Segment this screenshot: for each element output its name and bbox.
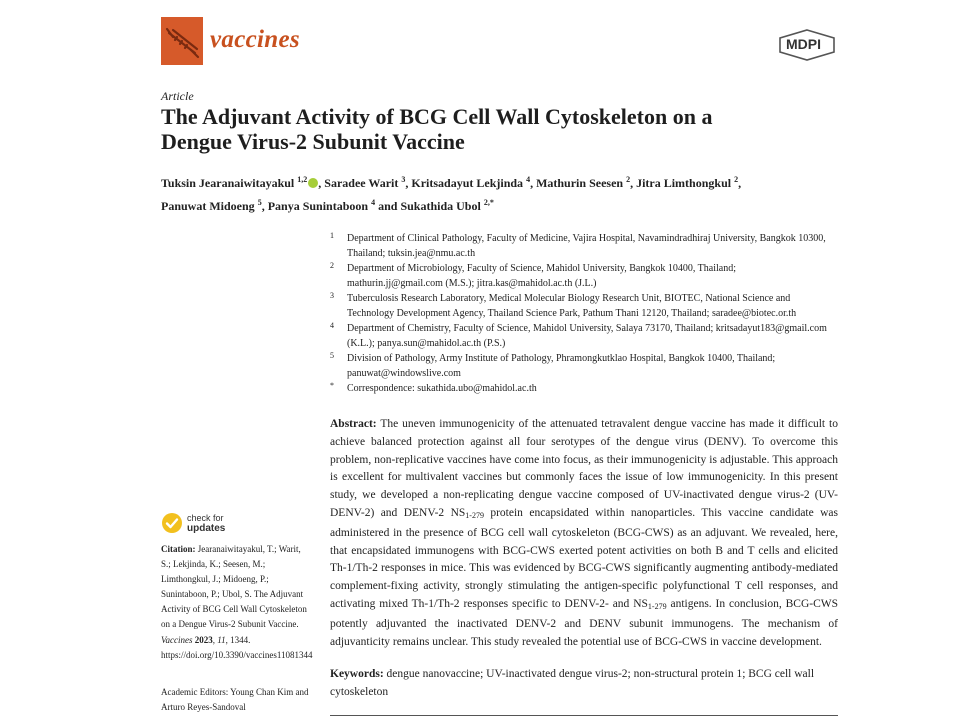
affiliation-text: Tuberculosis Research Laboratory, Medical Molecular Biology Research Unit, BIOTEC, National Science and Technology Development Agency, Thailand Science Park, Pathum Thani 12120, Thailand; saradee@biotec.or.th bbox=[347, 293, 797, 319]
author-name[interactable]: Saradee Warit bbox=[324, 176, 399, 190]
author-affil: 5 bbox=[257, 198, 262, 207]
affiliation-text: Department of Microbiology, Faculty of Science, Mahidol University, Bangkok 10400, Thailand; mathurin.jj@gmail.com (M.S.); jitra.kas@mahidol.ac.th (J.L.) bbox=[347, 263, 736, 289]
affiliation-number: 3 bbox=[330, 291, 334, 300]
article-type: Article bbox=[161, 89, 194, 103]
orcid-icon[interactable] bbox=[308, 178, 318, 188]
keywords-text: dengue nanovaccine; UV-inactivated dengue virus-2; non-structural protein 1; BCG cell wall cytoskeleton bbox=[330, 668, 815, 698]
keywords bbox=[330, 666, 838, 702]
author-affil: 2 bbox=[626, 175, 631, 184]
affiliation-text: Department of Clinical Pathology, Faculty of Medicine, Vajira Hospital, Navamindradhiraj University, Bangkok 10300, Thailand; tuksin.jea@nmu.ac.th bbox=[347, 233, 826, 259]
check-updates-line: updates bbox=[187, 523, 226, 534]
citation-label: Citation: bbox=[161, 544, 196, 554]
abstract bbox=[330, 416, 838, 651]
author-affil: 2,* bbox=[483, 198, 494, 207]
author-list: Tuksin Jearanaiwitayakul $^{1,2}$ , Saradee Warit $^3$, Kritsadayut Lekjinda $^4$, Mathurin Seesen $^2$, Jitra Limthongkul $^2$, Panuwat Midoeng $^5$, Panya Sunintaboon $^4$ and Sukathida Ubol $^{2,*}$ bbox=[161, 175, 742, 213]
affiliation-text: Department of Chemistry, Faculty of Science, Mahidol University, Salaya 73170, Thailand; kritsadayut183@gmail.com (K.L.); panya.sun@mahidol.ac.th (P.S.) bbox=[347, 323, 827, 349]
affiliation-item bbox=[330, 261, 830, 291]
citation bbox=[161, 542, 311, 663]
abstract-text: The uneven immunogenicity of the attenuated tetravalent dengue vaccine has made it difficult to achieve balanced protection against all four serotypes of the dengue virus (DENV). To overcome this problem, non-replicative vaccines have come into focus, as their immunogenicity is adjustable. This approach is excellent for multivalent vaccines but commonly faces the issue of low immunogenicity. In this present study, we developed a non-replicating dengue vaccine composed of UV-inactivated dengue virus-2 (UV-DENV-2) and DENV-2 NS bbox=[330, 418, 838, 519]
author-name[interactable]: Mathurin Seesen bbox=[536, 176, 624, 190]
citation-year: 2023 bbox=[192, 634, 213, 645]
author-name[interactable]: Jitra Limthongkul bbox=[636, 176, 732, 190]
authors-and: and bbox=[378, 199, 398, 213]
author-name[interactable]: Panya Sunintaboon bbox=[267, 199, 369, 213]
journal-logo[interactable] bbox=[161, 17, 203, 65]
check-updates-icon bbox=[161, 512, 183, 534]
citation-volume: , 11 bbox=[212, 634, 226, 645]
author-affil: 1,2 bbox=[297, 175, 308, 184]
journal-name[interactable]: vaccines bbox=[210, 26, 300, 53]
check-for-updates-button[interactable] bbox=[161, 512, 281, 540]
citation-doi[interactable]: , 1344. https://doi.org/10.3390/vaccines11081344 bbox=[161, 634, 313, 660]
author-name[interactable]: Panuwat Midoeng bbox=[161, 199, 255, 213]
divider bbox=[330, 715, 838, 716]
affiliation-item bbox=[330, 381, 830, 396]
affiliations bbox=[330, 231, 830, 396]
author-name[interactable]: Tuksin Jearanaiwitayakul bbox=[161, 176, 295, 190]
affiliation-text: Division of Pathology, Army Institute of Pathology, Phramongkutklao Hospital, Bangkok 10400, Thailand; panuwat@windowslive.com bbox=[347, 353, 776, 379]
academic-editors: Academic Editors: Young Chan Kim and Arturo Reyes-Sandoval bbox=[161, 687, 309, 713]
affiliation-item bbox=[330, 291, 830, 321]
citation-text: Jearanaiwitayakul, T.; Warit, S.; Lekjinda, K.; Seesen, M.; Limthongkul, J.; Midoeng, P.; Sunintaboon, P.; Ubol, S. The Adjuvant Activity of BCG Cell Wall Cytoskeleton on a Dengue Virus-2 Subunit Vaccine. bbox=[161, 544, 307, 630]
author-affil: 2 bbox=[734, 175, 739, 184]
affiliation-item bbox=[330, 321, 830, 351]
check-updates-text bbox=[187, 513, 225, 534]
title-line-2: Dengue Virus-2 Subunit Vaccine bbox=[161, 129, 465, 154]
subscript: 1-279 bbox=[465, 510, 484, 520]
citation-journal: Vaccines bbox=[161, 634, 193, 645]
subscript: 1-279 bbox=[647, 601, 667, 611]
title-line-1: The Adjuvant Activity of BCG Cell Wall Cytoskeleton on a bbox=[161, 104, 713, 129]
affiliation-text: Correspondence: sukathida.ubo@mahidol.ac.th bbox=[347, 383, 537, 394]
abstract-text: antigens. In conclusion, BCG-CWS potently adjuvanted the inactivated DENV-2 and DENV subunit immunogens. The mechanism of adjuvanticity remains unclear. This study revealed the potential use of BCG-CWS in vaccine development. bbox=[330, 597, 838, 648]
affiliation-number: 5 bbox=[330, 351, 334, 360]
author-affil: 4 bbox=[526, 175, 531, 184]
article-title bbox=[161, 104, 841, 154]
affiliation-number: 1 bbox=[330, 231, 334, 240]
publisher-name[interactable]: MDPI bbox=[786, 36, 821, 52]
affiliation-item bbox=[330, 231, 830, 261]
check-updates-line: check for bbox=[187, 513, 224, 523]
affiliation-number: * bbox=[330, 381, 334, 390]
affiliation-item bbox=[330, 351, 830, 381]
author-affil: 4 bbox=[371, 198, 376, 207]
syringe-icon bbox=[161, 17, 203, 65]
author-name[interactable]: Kritsadayut Lekjinda bbox=[411, 176, 524, 190]
affiliation-number: 2 bbox=[330, 261, 334, 270]
author-name[interactable]: Sukathida Ubol bbox=[400, 199, 481, 213]
abstract-label: Abstract: bbox=[330, 418, 377, 430]
keywords-label: Keywords: bbox=[330, 668, 384, 680]
abstract-text: protein encapsidated within nanoparticles. This vaccine candidate was administered in the presence of BCG cell wall cytoskeleton (BCG-CWS) as an adjuvant. We revealed, here, that encapsidated immunogens with BCG-CWS exerted potent activities on both B and T cells and elicited Th-1/Th-2 responses in mice. This was evidenced by BCG-CWS significantly augmenting antibody-mediated complement-fixing activity, strongly stimulating the antigen-specific polyfunctional T cell responses, and activating mixed Th-1/Th-2 responses specific to DENV-2- and NS bbox=[330, 506, 839, 610]
author-affil: 3 bbox=[401, 175, 406, 184]
affiliation-number: 4 bbox=[330, 321, 334, 330]
